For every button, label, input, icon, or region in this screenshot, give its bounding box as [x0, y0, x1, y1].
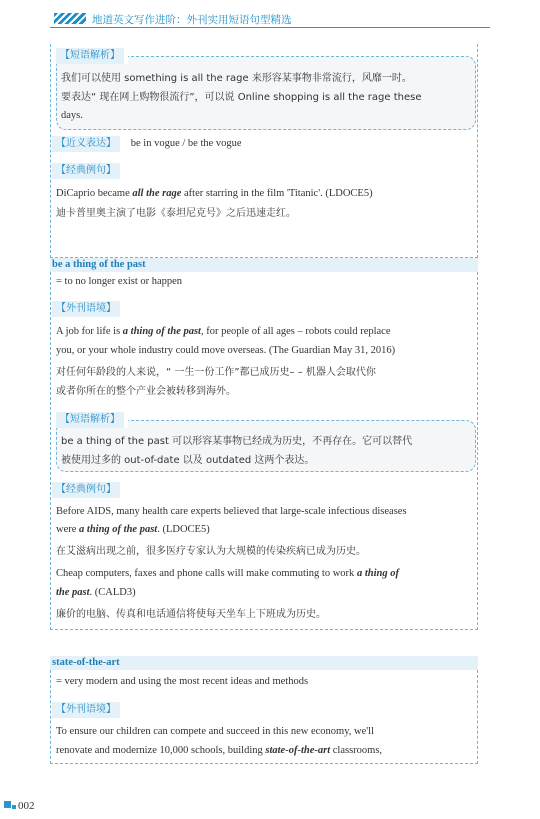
example-phrase: the past: [56, 587, 90, 598]
context-phrase: state-of-the-art: [265, 745, 331, 756]
context-tag: 【外刊语境】: [52, 301, 120, 317]
page-number: 002: [18, 800, 35, 812]
synonym-tag: 【近义表达】: [52, 136, 120, 152]
synonym-row: [52, 136, 472, 152]
example-text: Cheap computers, faxes and phone calls will make commuting to work: [56, 568, 357, 579]
context-text: [56, 323, 474, 341]
analysis-text: 被使用过多的 out-of-date 以及 outdated 这两个表达。: [61, 455, 315, 466]
definition: = very modern and using the most recent ideas and methods: [56, 676, 309, 687]
term-heading: [50, 258, 478, 272]
page-number-marker-small: [12, 805, 16, 809]
example-text: after starring in the film 'Titanic'. (LDOCE5): [181, 188, 373, 199]
analysis-panel: [56, 50, 476, 130]
analysis-tag: 【短语解析】: [56, 48, 124, 64]
context-tag: 【外刊语境】: [52, 702, 120, 718]
analysis-tag: 【短语解析】: [56, 412, 124, 428]
example-sentence: [56, 185, 476, 203]
example-sentence: [56, 521, 476, 539]
example-row: [52, 163, 120, 179]
term-heading: [50, 656, 478, 670]
example-text: . (CALD3): [89, 587, 136, 598]
analysis-panel: [56, 414, 476, 472]
example-phrase: a thing of: [356, 568, 399, 579]
analysis-text: days.: [61, 110, 83, 121]
running-header: [50, 10, 490, 28]
context-text-part: , for people of all ages – robots could replace: [200, 326, 391, 337]
example-translation: 廉价的电脑、传真和电话通信将使每天坐车上下班成为历史。: [56, 609, 326, 620]
analysis-text: 我们可以使用 something is all the rage 来形容某事物非常流行，风靡一时。: [61, 73, 412, 84]
context-text: [56, 742, 476, 760]
context-translation: 对任何年龄段的人来说，“ 一生一份工作”都已成历史– – 机器人会取代你: [56, 367, 376, 378]
example-sentence: [56, 565, 476, 583]
context-text-part: A job for life is: [56, 326, 123, 337]
context-translation: 或者你所在的整个产业会被转移到海外。: [56, 386, 236, 397]
page-number-marker: [4, 801, 11, 808]
context-row: [52, 301, 120, 317]
example-tag: 【经典例句】: [52, 163, 120, 179]
example-row: [52, 482, 120, 498]
example-translation: 在艾滋病出现之前，很多医疗专家认为大规模的传染疾病已成为历史。: [56, 546, 366, 557]
context-text-part: classrooms,: [330, 745, 383, 756]
term-title: state-of-the-art: [52, 657, 120, 668]
context-text-part: renovate and modernize 10,000 schools, building: [56, 745, 266, 756]
definition: = to no longer exist or happen: [56, 276, 183, 287]
analysis-text: 要表达“ 现在网上购物很流行”，可以说 Online shopping is all the rage these: [61, 92, 422, 103]
example-text: were: [56, 524, 80, 535]
header-stripes-decoration: [54, 13, 86, 24]
example-text: . (LDOCE5): [157, 524, 210, 535]
example-translation: 迪卡普里奥主演了电影《泰坦尼克号》之后迅速走红。: [56, 208, 296, 219]
analysis-text: be a thing of the past 可以形容某事物已经成为历史，不再存在。它可以替代: [61, 436, 413, 447]
example-sentence: Before AIDS, many health care experts believed that large-scale infectious diseases: [56, 506, 407, 517]
term-title: be a thing of the past: [52, 259, 146, 270]
header-title: 地道英文写作进阶：外刊实用短语句型精选: [92, 14, 292, 26]
example-phrase: a thing of the past: [79, 524, 158, 535]
example-tag: 【经典例句】: [52, 482, 120, 498]
context-text: To ensure our children can compete and succeed in this new economy, we'll: [56, 726, 374, 737]
context-row: [52, 702, 120, 718]
example-sentence: [56, 584, 476, 602]
example-text: DiCaprio became: [56, 188, 133, 199]
context-phrase: a thing of the past: [122, 326, 201, 337]
example-phrase: all the rage: [132, 188, 182, 199]
context-text: you, or your whole industry could move overseas. (The Guardian May 31, 2016): [56, 345, 396, 356]
synonym-text: be in vogue / be the vogue: [130, 138, 242, 149]
